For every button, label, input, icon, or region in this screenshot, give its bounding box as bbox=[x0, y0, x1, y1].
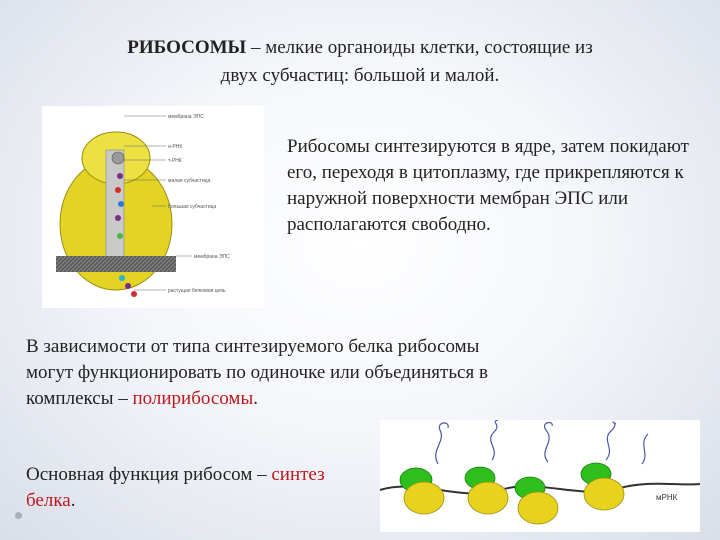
ribosome-diagram bbox=[42, 106, 264, 308]
para2-end: . bbox=[253, 388, 258, 409]
slide-title bbox=[40, 34, 680, 90]
para2-highlight: полирибосомы bbox=[132, 388, 254, 409]
para2-text: В зависимости от типа синтезируемого белка рибосомы могут функционировать по одиночке или объединяться в комплексы – bbox=[26, 336, 488, 409]
tunnel bbox=[106, 150, 124, 270]
diagram-label-3: т-РНК bbox=[168, 158, 182, 164]
ribosome-group bbox=[400, 463, 624, 524]
para3-text: Основная функция рибосом – bbox=[26, 464, 267, 485]
diagram-label-6: мембрана ЭПС bbox=[194, 254, 230, 260]
title-line1: – мелкие органоиды клетки, состоящие из bbox=[246, 37, 593, 58]
synthesis-paragraph: Рибосомы синтезируются в ядре, затем покидают его, переходя в цитоплазму, где прикрепляются к наружной поверхности мембран ЭПС или располагаются свободно. bbox=[287, 136, 689, 235]
diagram-label-4: малая субчастица bbox=[168, 178, 211, 184]
para3-end: . bbox=[70, 490, 76, 511]
diagram-label-1: мембрана ЭПС bbox=[168, 114, 204, 120]
diagram-label-7: растущая белковая цепь bbox=[168, 288, 226, 294]
polyribosome-illustration bbox=[380, 420, 700, 532]
title-term: РИБОСОМЫ bbox=[127, 37, 247, 58]
diagram-label-5: большая субчастица bbox=[168, 204, 217, 210]
para3-highlight: синтез белка bbox=[26, 464, 325, 511]
ribosome-diagram-svg bbox=[42, 106, 264, 308]
bullet-dot bbox=[15, 512, 22, 519]
function-paragraph bbox=[26, 462, 326, 514]
mrna-label: мРНК bbox=[656, 493, 678, 502]
diagram-label-2: и-РНК bbox=[168, 144, 183, 150]
polyribosome-paragraph bbox=[26, 334, 506, 412]
title-line2: двух субчастиц: большой и малой. bbox=[220, 65, 500, 86]
polyribosome-svg bbox=[380, 420, 700, 532]
